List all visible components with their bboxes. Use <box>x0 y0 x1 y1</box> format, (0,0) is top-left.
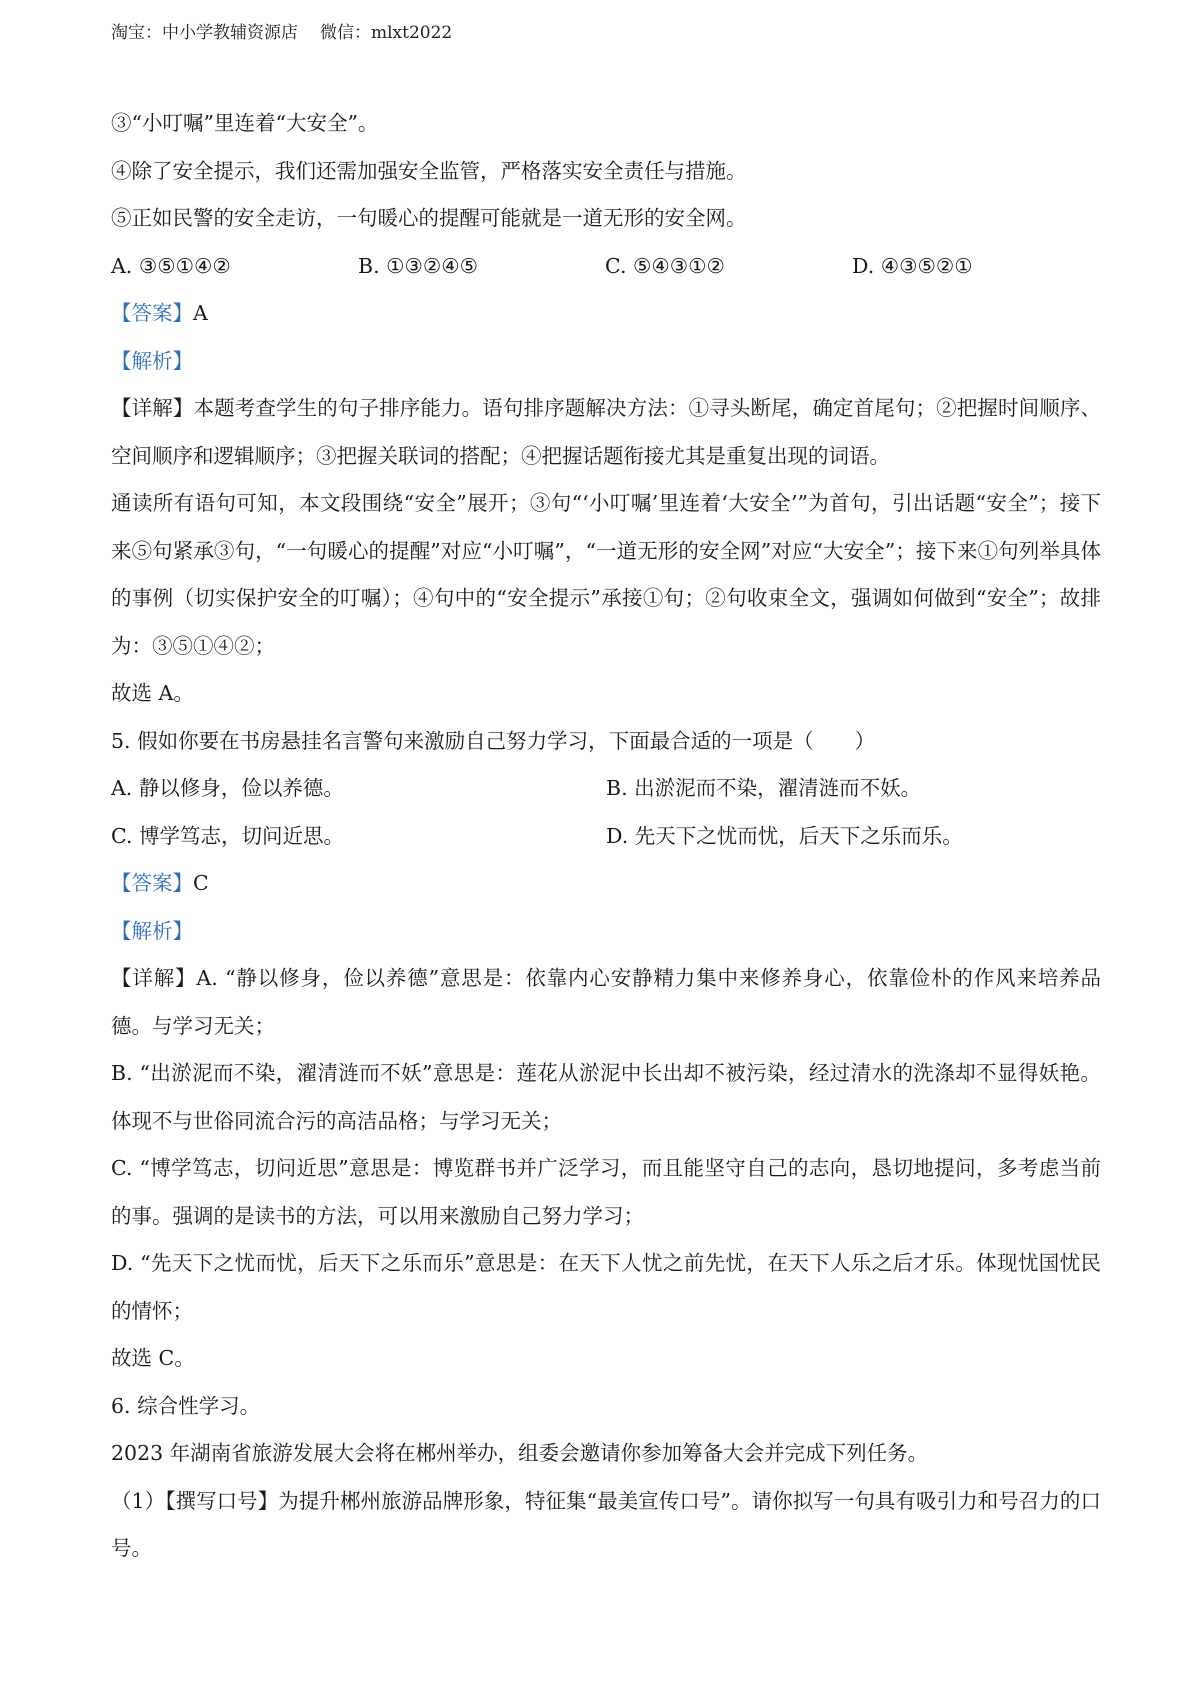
q5-option-a: A. 静以修身，俭以养德。 <box>111 776 344 800</box>
wechat-id: 微信：mlxt2022 <box>320 23 453 43</box>
q6-intro: 2023 年湖南省旅游发展大会将在郴州举办，组委会邀请你参加筹备大会并完成下列任务。 <box>111 1441 929 1465</box>
q5-detail-b: B. “出淤泥而不染，濯清涟而不妖”意思是：莲花从淤泥中长出却不被污染，经过清水的洗涤却不显得妖艳。体现不与世俗同流合污的高洁品格；与学习无关； <box>111 1061 1101 1133</box>
q5-option-c: C. 博学笃志，切问近思。 <box>111 823 344 848</box>
q4-answer <box>111 290 1101 338</box>
document-body <box>111 100 1101 1573</box>
q4-conclusion: 故选 A。 <box>111 681 194 705</box>
answer-value: C <box>193 871 209 895</box>
q5-detail-c: C. “博学笃志，切问近思”意思是：博览群书并广泛学习，而且能坚守自己的志向，恳切地提问，多考虑当前的事。强调的是读书的方法，可以用来激励自己努力学习； <box>111 1156 1101 1228</box>
q4-option-b: B. ①③②④⑤ <box>358 253 478 278</box>
q4-options <box>111 243 1101 291</box>
q4-option-c: C. ⑤④③①② <box>605 253 725 278</box>
q5-option-d: D. 先天下之忧而忧，后天下之乐而乐。 <box>606 823 963 848</box>
q5-conclusion: 故选 C。 <box>111 1346 195 1370</box>
answer-value: A <box>193 301 208 325</box>
q5-question: 5. 假如你要在书房悬挂名言警句来激励自己努力学习，下面最合适的一项是（ ） <box>111 728 876 753</box>
q6-task-1: （1）【撰写口号】为提升郴州旅游品牌形象，特征集“最美宣传口号”。请你拟写一句具有吸引力和号召力的口号。 <box>111 1488 1101 1560</box>
q4-sentence-5: ⑤正如民警的安全走访，一句暖心的提醒可能就是一道无形的安全网。 <box>111 206 747 230</box>
answer-tag: 【答案】 <box>111 301 193 325</box>
q4-detail: 【详解】本题考查学生的句子排序能力。语句排序题解决方法：①寻头断尾，确定首尾句；②把握时间顺序、空间顺序和逻辑顺序；③把握关联词的搭配；④把握话题衔接尤其是重复出现的词语。 <box>111 396 1101 468</box>
q6-title: 6. 综合性学习。 <box>111 1393 261 1418</box>
q4-explanation: 通读所有语句可知，本文段围绕“安全”展开；③句“‘小叮嘱’里连着‘大安全’”为首句，引出话题“安全”；接下来⑤句紧承③句，“一句暖心的提醒”对应“小叮嘱”，“一道无形的安全网”对应“大安全”；接下来①句列举具体的事例（切实保护安全的叮嘱）；④句中的“安全提示”承接①句；②句收束全文，强调如何做到“安全”；故排为：③⑤①④②； <box>111 491 1101 658</box>
q4-option-d: D. ④③⑤②① <box>852 253 973 278</box>
q5-option-b: B. 出淤泥而不染，濯清涟而不妖。 <box>606 776 922 800</box>
q4-sentence-3: ③“小叮嘱”里连着“大安全”。 <box>111 111 379 135</box>
q4-option-a: A. ③⑤①④② <box>111 253 231 278</box>
q5-options-row-2 <box>111 813 1101 861</box>
page-header <box>111 18 452 43</box>
q5-detail-a: 【详解】A. “静以修身，俭以养德”意思是：依靠内心安静精力集中来修养身心，依靠俭朴的作风来培养品德。与学习无关； <box>111 966 1101 1038</box>
answer-tag: 【答案】 <box>111 871 193 895</box>
q4-analysis-tag: 【解析】 <box>111 348 193 373</box>
q5-answer <box>111 860 1101 908</box>
q5-analysis-tag: 【解析】 <box>111 918 193 943</box>
q4-sentence-4: ④除了安全提示，我们还需加强安全监管，严格落实安全责任与措施。 <box>111 158 747 183</box>
q5-options-row-1 <box>111 765 1101 813</box>
q5-detail-d: D. “先天下之忧而忧，后天下之乐而乐”意思是：在天下人忧之前先忧，在天下人乐之后才乐。体现忧国忧民的情怀； <box>111 1251 1101 1323</box>
shop-name: 淘宝：中小学教辅资源店 <box>111 23 298 43</box>
